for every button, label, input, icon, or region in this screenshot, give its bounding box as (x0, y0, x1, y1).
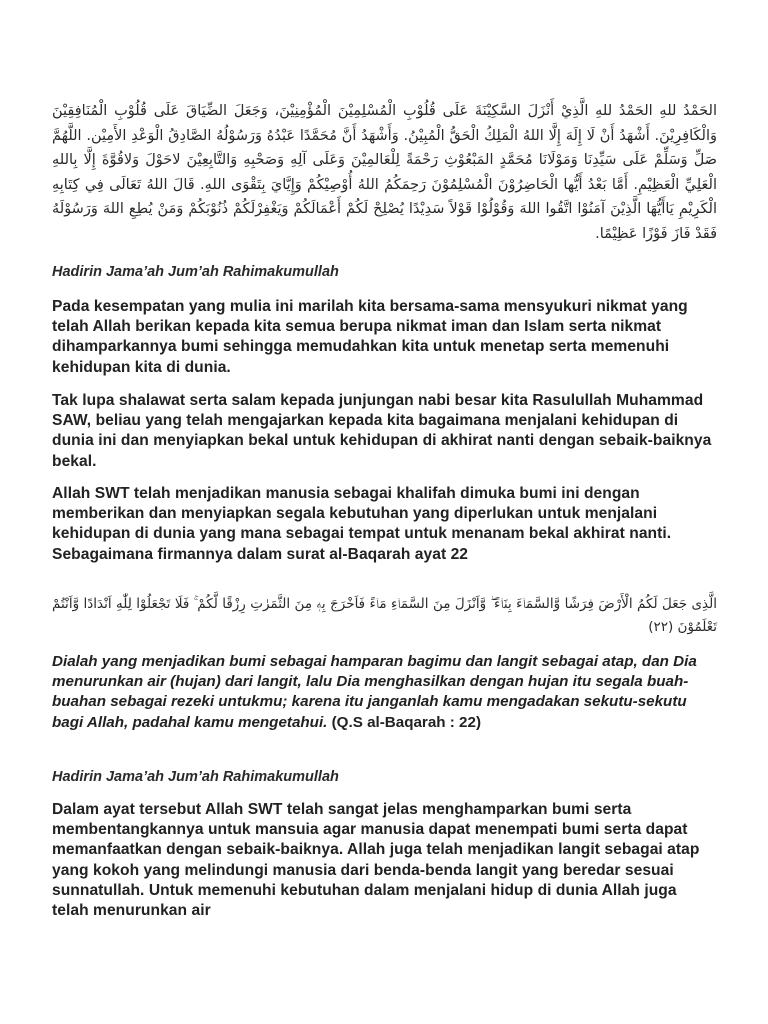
paragraph-1: Pada kesempatan yang mulia ini marilah kita bersama-sama mensyukuri nikmat yang telah Allah berikan kepada kita semua berupa nikmat iman dan Islam serta nikmat dihamparkannya bumi sehingga memudahkan kita untuk menetap serta memenuhi kehidupan kita di dunia. (52, 298, 688, 376)
paragraph-2: Tak lupa shalawat serta salam kepada junjungan nabi besar kita Rasulullah Muhammad SAW, beliau yang telah mengajarkan kepada kita bagaimana menjalani kehidupan di dunia ini dan menyiapkan bekal untuk kehidupan di akhirat nanti dengan sebaik-baiknya bekal. (52, 392, 712, 470)
greeting-heading-2: Hadirin Jama’ah Jum’ah Rahimakumullah (52, 769, 339, 785)
translation-reference: (Q.S al-Baqarah : 22) (327, 713, 482, 731)
arabic-opening-text: الحَمْدُ للهِ الحَمْدُ للهِ الَّذِيْ أَنْزَلَ السَّكِيْنَةَ عَلَى قُلُوْبِ الْمُسْلِمِيْنَ الْمُؤْمِنِيْنَ، وَجَعَلَ الضِّيَاقَ عَلَى قُلُوْبِ الْمُنَافِقِيْنَ وَالْكَافِرِيْنَ. أَشْهَدُ أَنْ لَا إِلَهَ إِلَّا اللهُ الْمَلِكُ الْحَقُّ الْمُبِيْنُ. وَأَشْهَدُ أَنَّ مُحَمَّدًا عَبْدُهُ وَرَسُوْلُهُ الصَّادِقُ الْوَعْدِ الأَمِيْن. اللَّهُمَّ صَلِّ وَسَلِّمْ عَلَى سَيِّدِنَا وَمَوْلَانَا مُحَمَّدٍ المَبْعُوْثِ رَحْمَةً لِلْعَالمِيْنَ وَعَلَى آلِهِ وَصَحْبِهِ وَالتَّابِعِيْنَ لاحَوْلَ وَلاقُوَّةَ إِلَّا بِاللهِ الْعَلِيِّ الْعَظِيْمِ. أَمَّا بَعْدُ أَيُّها الْحَاضِرُوْنَ الْمُسْلِمُوْنَ رَحِمَكُمُ اللهُ أُوْصِيْكُمْ وَإِيَّايَ بِتَقْوَى اللهِ. قَالَ اللهُ تَعَالَى فِي كِتَابِهِ الْكَرِيْمِ يَاأَيُّهَا الَّذِيْنَ آمَنُوْا اتَّقُوا اللهَ وَقُوْلُوْا قَوْلاً سَدِيْدًا يُصْلِحْ لَكُمْ أَعْمَالَكُمْ وَيَغْفِرْلَكُمْ ذُنُوْبَكُمْ وَمَنْ يُطِعِ اللهَ وَرَسُوْلَهُ فَقَدْ فَازَ فَوْزًا عَظِيْمًا. (52, 103, 717, 242)
greeting-heading-1: Hadirin Jama’ah Jum’ah Rahimakumullah (52, 264, 339, 280)
paragraph-3: Allah SWT telah menjadikan manusia sebagai khalifah dimuka bumi ini dengan memberikan dan menyiapkan segala kebutuhan yang diperlukan untuk menjalani kehidupan di dunia yang mana sebagai tempat untuk menanam bekal akhirat nanti. Sebagaimana firmannya dalam surat al-Baqarah ayat 22 (52, 485, 672, 563)
arabic-verse-text: الَّذِى جَعَلَ لَكُمُ الْأَرْضَ فِرَشًا وَّالسَّمَاۤءَ بِنَاۤءً ۖ وَّاَنْزَلَ مِنَ السَّمَاۤءِ مَاۤءً فَاَخْرَجَ بِهٖ مِنَ الثَّمَرٰتِ رِزْقًا لَّكُمْ ۚ فَلَا تَجْعَلُوْا لِلّٰهِ اَنْدَادًا وَّاَنْتُمْ تَعْلَمُوْنَ (٢٢) (52, 596, 717, 635)
translation-italic: Dialah yang menjadikan bumi sebagai hamparan bagimu dan langit sebagai atap, dan Dia menurunkan air (hujan) dari langit, lalu Dia menghasilkan dengan hujan itu segala buah-buahan sebagai rezeki untukmu; karena itu janganlah kamu mengadakan sekutu-sekutu bagi Allah, padahal kamu mengetahui. (52, 653, 697, 731)
paragraph-4: Dalam ayat tersebut Allah SWT telah sangat jelas menghamparkan bumi serta membentangkannya untuk mansuia agar manusia dapat menempati bumi serta dapat memanfaatkan dengan sebaik-baiknya. Allah juga telah menjadikan langit sebagai atap yang kokoh yang melindungi manusia dari benda-benda langit yang beredar sesuai sunnatullah. Untuk memenuhi kebutuhan dalam menjalani hidup di dunia Allah juga telah menurunkan air (52, 801, 700, 920)
verse-translation (52, 652, 717, 733)
